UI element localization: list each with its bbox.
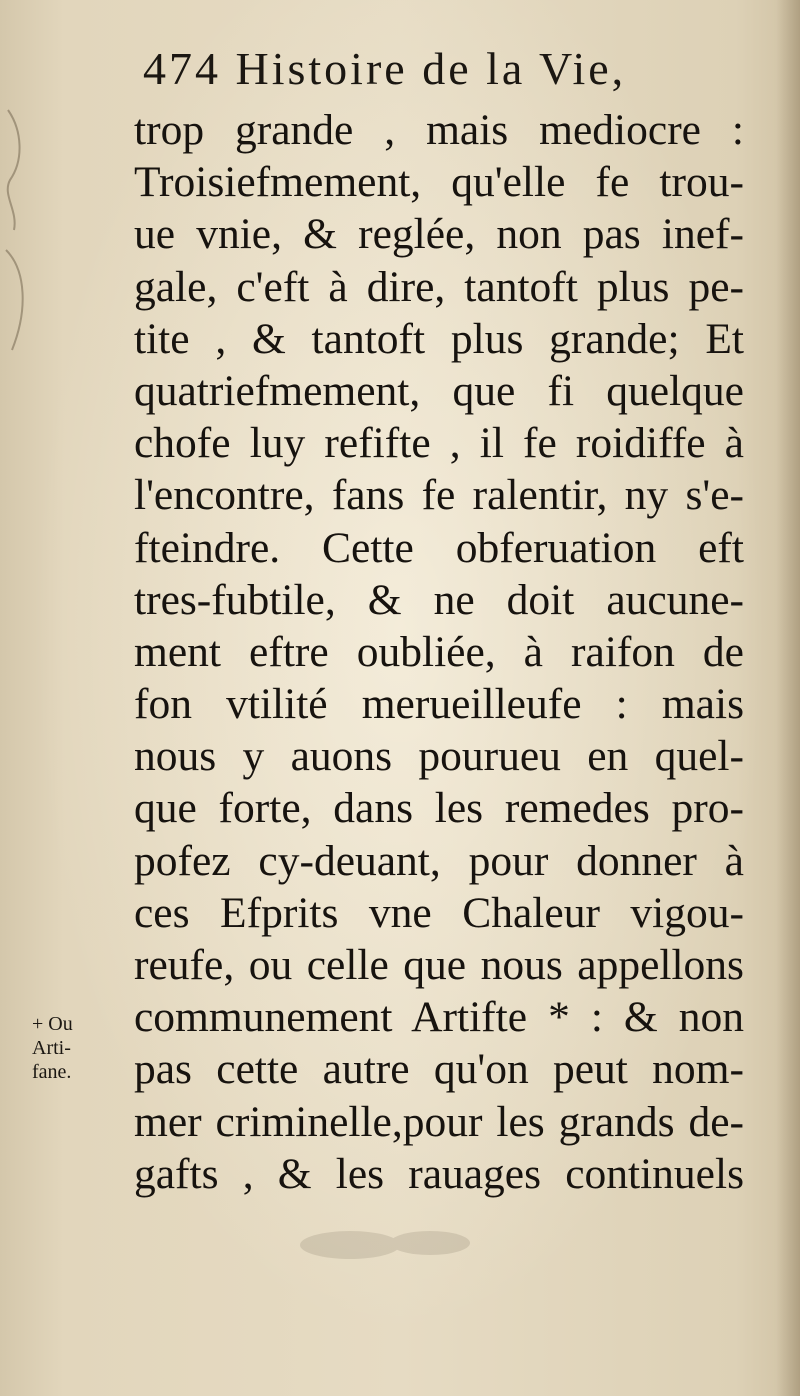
text-line: gale, c'eft à dire, tantoft plus pe- [134,262,744,311]
margin-note-line: Arti- [32,1037,71,1059]
pencil-marginal-mark [0,100,40,360]
text-line: chofe luy refifte , il fe roidiffe à [134,419,744,468]
text-line: gafts , & les rauages continuels [134,1149,744,1198]
body-text [134,104,744,1200]
text-line: fon vtilité merueilleufe : mais [134,680,744,729]
text-line: quatriefmement, que fi quelque [134,366,744,415]
margin-note-line: fane. [32,1061,72,1083]
text-line: nous y auons pourueu en quel- [134,732,744,781]
page-edge-shadow [776,0,800,1396]
text-line: trop grande , mais mediocre : [134,106,744,154]
text-line: Troisiefmement, qu'elle fe trou- [134,158,744,207]
text-line: fteindre. Cette obferuation eft [134,523,744,572]
margin-note-line: + Ou [32,1013,73,1035]
text-line: tres-fubtile, & ne doit aucune- [134,575,744,624]
text-line: que forte, dans les remedes pro- [134,784,744,833]
text-line: l'encontre, fans fe ralentir, ny s'e- [134,471,744,520]
text-line: mer criminelle,pour les grands de- [134,1097,744,1146]
running-head: 474 Histoire de la Vie, [143,43,627,94]
text-line: communement Artifte * : & non [134,993,744,1042]
text-line: reufe, ou celle que nous appellons [134,941,744,989]
text-line: pofez cy-deuant, pour donner à [134,836,744,885]
text-line: tite , & tantoft plus grande; Et [134,314,744,363]
text-line: ment eftre oubliée, à raifon de [134,627,744,676]
text-line: pas cette autre qu'on peut nom- [134,1045,744,1094]
margin-note [32,1012,73,1084]
text-line: ue vnie, & reglée, non pas inef- [134,210,744,259]
ink-bleed-through [290,1215,490,1275]
text-line: ces Efprits vne Chaleur vigou- [134,888,744,937]
